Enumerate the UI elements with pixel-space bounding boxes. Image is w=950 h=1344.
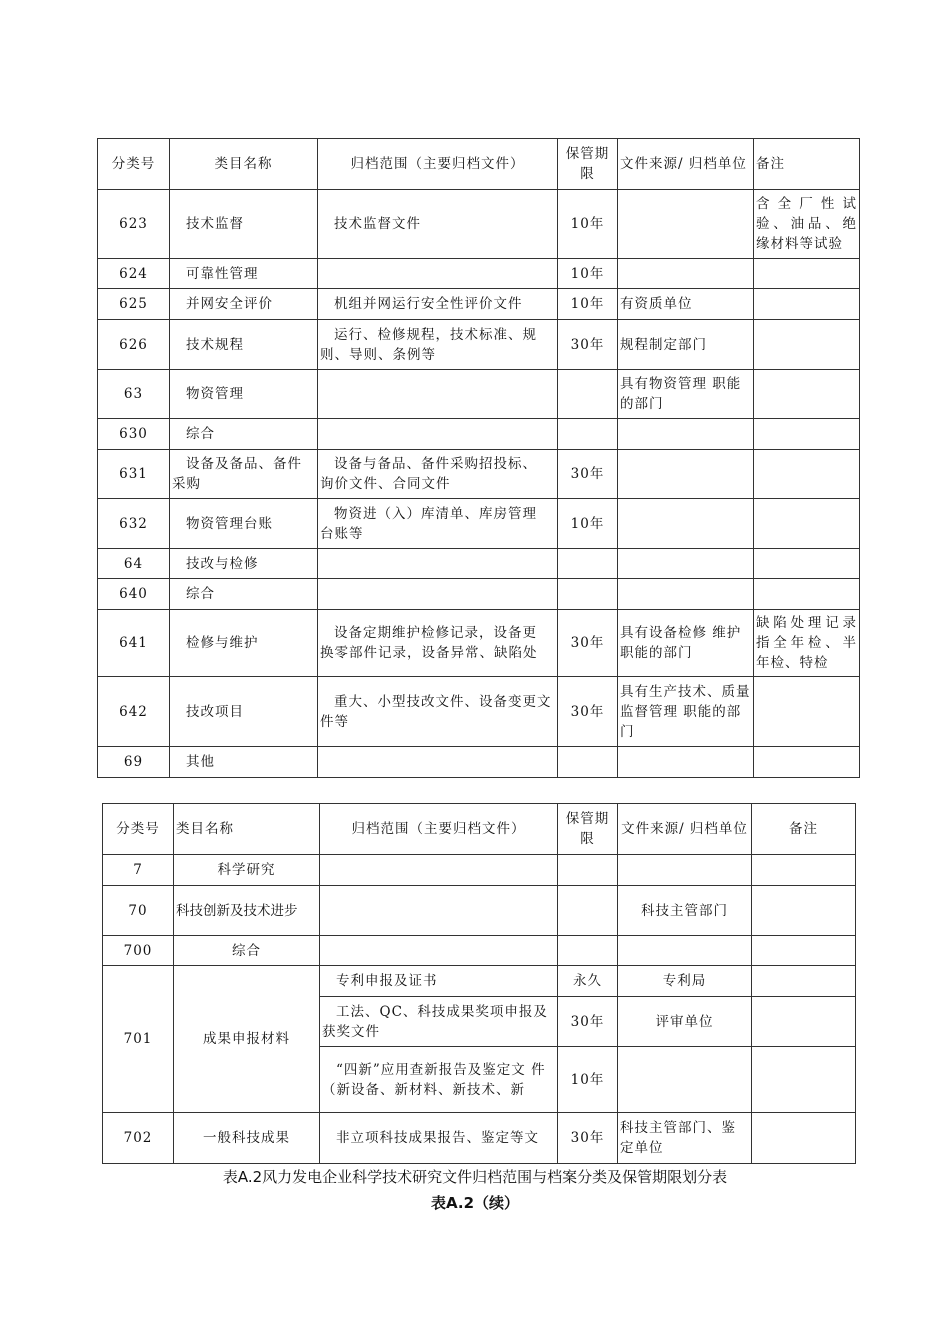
header-name: 类目名称 — [174, 804, 320, 855]
row-code: 7 — [103, 855, 174, 886]
header-scope: 归档范围（主要归档文件） — [318, 139, 558, 190]
row-note — [754, 259, 860, 289]
row-code: 69 — [98, 747, 170, 778]
row-source: 具有生产技术、质量监督管理 职能的部门 — [618, 677, 754, 747]
row-source: 有资质单位 — [618, 289, 754, 320]
row-note — [752, 997, 856, 1047]
row-period: 30年 — [558, 1113, 618, 1164]
row-scope — [320, 855, 558, 886]
archive-table-2 — [102, 803, 856, 1164]
row-scope: 设备与备品、备件采购招投标、 询价文件、合同文件 — [318, 450, 558, 499]
table-caption-continued: 表A.2（续） — [430, 1194, 520, 1212]
row-source — [618, 450, 754, 499]
table-row — [98, 747, 860, 778]
row-period — [558, 855, 618, 886]
table-row — [98, 419, 860, 450]
header-note: 备注 — [752, 804, 856, 855]
table-row — [103, 966, 856, 997]
row-scope: 专利申报及证书 — [320, 966, 558, 997]
row-scope: 重大、小型技改文件、设备变更文件等 — [318, 677, 558, 747]
row-scope — [318, 579, 558, 610]
table-header-row — [98, 139, 860, 190]
row-period: 10年 — [558, 1047, 618, 1113]
row-note — [754, 419, 860, 450]
row-source — [618, 1047, 752, 1113]
row-period — [558, 419, 618, 450]
row-name: 科学研究 — [174, 855, 320, 886]
row-source — [618, 579, 754, 610]
row-name: 一般科技成果 — [174, 1113, 320, 1164]
table-row — [103, 936, 856, 966]
row-name: 物资管理台账 — [170, 499, 318, 549]
row-name: 其他 — [170, 747, 318, 778]
row-scope — [320, 936, 558, 966]
row-note — [754, 370, 860, 419]
row-period — [558, 549, 618, 579]
row-scope — [320, 886, 558, 936]
row-note: 含全厂性试验、油品、绝缘材料等试验 — [754, 190, 860, 259]
header-period: 保管期限 — [558, 139, 618, 190]
row-scope — [318, 419, 558, 450]
table-row — [103, 855, 856, 886]
row-code: 640 — [98, 579, 170, 610]
row-name: 技改项目 — [170, 677, 318, 747]
row-period: 10年 — [558, 259, 618, 289]
table-row — [98, 259, 860, 289]
row-source: 科技主管部门 — [618, 886, 752, 936]
row-code: 64 — [98, 549, 170, 579]
row-period — [558, 936, 618, 966]
row-scope — [318, 747, 558, 778]
row-source — [618, 499, 754, 549]
row-name: 技改与检修 — [170, 549, 318, 579]
row-code: 70 — [103, 886, 174, 936]
table-row — [98, 677, 860, 747]
row-period — [558, 747, 618, 778]
table-row — [98, 370, 860, 419]
row-scope: 机组并网运行安全性评价文件 — [318, 289, 558, 320]
row-note — [754, 747, 860, 778]
row-note — [754, 579, 860, 610]
row-note — [754, 677, 860, 747]
row-scope: 技术监督文件 — [318, 190, 558, 259]
table-row — [103, 886, 856, 936]
row-source: 具有设备检修 维护职能的部门 — [618, 610, 754, 677]
row-source — [618, 190, 754, 259]
row-source: 专利局 — [618, 966, 752, 997]
table-row — [98, 549, 860, 579]
row-note — [754, 320, 860, 370]
row-note — [752, 886, 856, 936]
row-code: 630 — [98, 419, 170, 450]
row-name: 成果申报材料 — [174, 966, 320, 1113]
row-note — [752, 936, 856, 966]
row-period: 10年 — [558, 190, 618, 259]
row-name: 综合 — [174, 936, 320, 966]
row-code: 700 — [103, 936, 174, 966]
header-note: 备注 — [754, 139, 860, 190]
row-note — [754, 549, 860, 579]
row-period: 10年 — [558, 289, 618, 320]
row-period — [558, 579, 618, 610]
row-note — [752, 855, 856, 886]
row-note — [752, 1113, 856, 1164]
row-scope: 运行、检修规程，技术标准、规 则、导则、条例等 — [318, 320, 558, 370]
row-name: 综合 — [170, 579, 318, 610]
row-code: 63 — [98, 370, 170, 419]
row-period — [558, 370, 618, 419]
header-name: 类目名称 — [170, 139, 318, 190]
row-scope — [318, 259, 558, 289]
row-code: 701 — [103, 966, 174, 1113]
row-source: 规程制定部门 — [618, 320, 754, 370]
row-source — [618, 419, 754, 450]
row-source — [618, 259, 754, 289]
table-row — [98, 450, 860, 499]
row-note — [754, 289, 860, 320]
row-scope: 工法、QC、科技成果奖项申报及获奖文件 — [320, 997, 558, 1047]
row-code: 623 — [98, 190, 170, 259]
row-code: 702 — [103, 1113, 174, 1164]
row-note — [754, 499, 860, 549]
header-code: 分类号 — [98, 139, 170, 190]
row-scope — [318, 549, 558, 579]
table-row — [98, 190, 860, 259]
row-period: 30年 — [558, 450, 618, 499]
row-code: 624 — [98, 259, 170, 289]
row-source: 科技主管部门、鉴定单位 — [618, 1113, 752, 1164]
row-scope: 非立项科技成果报告、鉴定等文 — [320, 1113, 558, 1164]
row-source — [618, 936, 752, 966]
row-source: 评审单位 — [618, 997, 752, 1047]
table-row — [103, 1113, 856, 1164]
row-name: 科技创新及技术进步 — [174, 886, 320, 936]
row-code: 642 — [98, 677, 170, 747]
header-source: 文件来源/ 归档单位 — [618, 804, 752, 855]
row-code: 641 — [98, 610, 170, 677]
row-code: 632 — [98, 499, 170, 549]
row-period: 30年 — [558, 610, 618, 677]
row-scope: “四新”应用查新报告及鉴定文 件（新设备、新材料、新技术、新 — [320, 1047, 558, 1113]
row-code: 631 — [98, 450, 170, 499]
row-period: 30年 — [558, 677, 618, 747]
table-caption: 表A.2风力发电企业科学技术研究文件归档范围与档案分类及保管期限划分表 — [222, 1168, 728, 1186]
header-source: 文件来源/ 归档单位 — [618, 139, 754, 190]
header-scope: 归档范围（主要归档文件） — [320, 804, 558, 855]
row-period — [558, 886, 618, 936]
row-name: 综合 — [170, 419, 318, 450]
row-period: 30年 — [558, 320, 618, 370]
row-period: 永久 — [558, 966, 618, 997]
header-period: 保管期限 — [558, 804, 618, 855]
row-scope: 设备定期维护检修记录，设备更 换零部件记录，设备异常、缺陷处 — [318, 610, 558, 677]
table-header-row — [103, 804, 856, 855]
row-name: 技术规程 — [170, 320, 318, 370]
row-name: 设备及备品、备件采购 — [170, 450, 318, 499]
table-row — [98, 579, 860, 610]
row-source — [618, 855, 752, 886]
row-note: 缺陷处理记录指全年检、半年检、特检 — [754, 610, 860, 677]
row-note — [752, 1047, 856, 1113]
table-row — [98, 499, 860, 549]
table-row — [98, 610, 860, 677]
archive-table-1 — [97, 138, 860, 778]
table-row — [98, 289, 860, 320]
row-note — [752, 966, 856, 997]
table-row — [98, 320, 860, 370]
row-period: 30年 — [558, 997, 618, 1047]
row-source — [618, 549, 754, 579]
row-code: 626 — [98, 320, 170, 370]
row-name: 可靠性管理 — [170, 259, 318, 289]
row-name: 检修与维护 — [170, 610, 318, 677]
row-code: 625 — [98, 289, 170, 320]
row-source: 具有物资管理 职能的部门 — [618, 370, 754, 419]
row-source — [618, 747, 754, 778]
row-name: 物资管理 — [170, 370, 318, 419]
row-name: 并网安全评价 — [170, 289, 318, 320]
row-scope: 物资进（入）库清单、库房管理 台账等 — [318, 499, 558, 549]
row-name: 技术监督 — [170, 190, 318, 259]
row-period: 10年 — [558, 499, 618, 549]
header-code: 分类号 — [103, 804, 174, 855]
row-note — [754, 450, 860, 499]
row-scope — [318, 370, 558, 419]
